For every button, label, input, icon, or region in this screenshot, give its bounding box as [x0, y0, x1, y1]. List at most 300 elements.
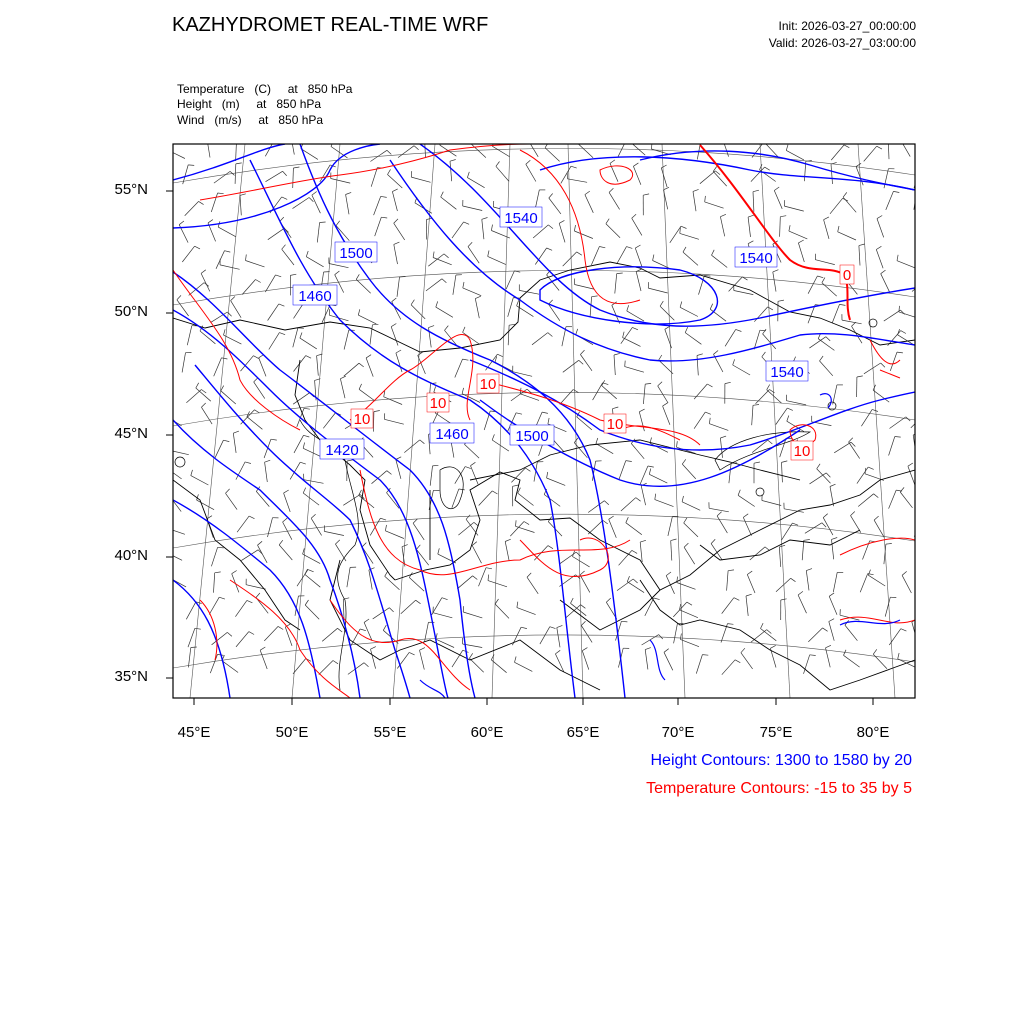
wind-barb — [220, 265, 240, 269]
wind-barb — [753, 192, 754, 212]
wind-barb — [580, 575, 590, 593]
wind-barb — [453, 275, 456, 295]
wind-barb-feather — [195, 628, 201, 629]
wind-barb — [709, 508, 729, 512]
wind-barb — [233, 433, 236, 453]
wind-barb-feather — [165, 462, 168, 467]
wind-barb-feather — [524, 522, 529, 525]
wind-barb-feather — [550, 627, 556, 629]
wind-barb-feather — [579, 360, 584, 364]
wind-barb-feather — [411, 300, 414, 305]
wind-barb — [752, 405, 753, 425]
wind-barb — [372, 471, 387, 484]
wind-barb-feather — [545, 143, 548, 148]
wind-barb — [411, 177, 430, 182]
wind-barb-feather — [817, 464, 820, 469]
wind-barb-feather — [571, 166, 577, 168]
wind-barb-feather — [643, 194, 649, 195]
wind-barb-feather — [468, 242, 472, 246]
wind-barb — [593, 383, 603, 400]
country-boundaries — [173, 262, 915, 690]
wind-barb — [680, 610, 698, 618]
wind-barb — [188, 648, 190, 668]
wind-barb — [293, 328, 298, 347]
wind-barb — [917, 541, 919, 561]
wind-barb-feather — [548, 546, 553, 549]
wind-barb-feather — [826, 337, 830, 341]
wind-barb — [492, 146, 509, 156]
wind-barb-feather — [832, 538, 838, 540]
wind-barb — [852, 326, 863, 343]
wind-barb — [207, 138, 210, 158]
wind-barb-feather — [283, 171, 287, 175]
wind-barb — [585, 195, 593, 213]
wind-barb — [210, 654, 217, 673]
svg-text:10: 10 — [606, 416, 624, 433]
wind-barb — [617, 579, 633, 591]
wind-barb — [317, 356, 319, 376]
wind-barb — [884, 310, 901, 321]
wind-barb — [833, 572, 837, 592]
wind-barb — [385, 576, 400, 590]
wind-barb — [588, 520, 603, 534]
wind-barb — [754, 307, 767, 322]
wind-barb-feather — [442, 598, 448, 600]
wind-barb — [868, 575, 885, 586]
wind-barb — [780, 217, 781, 237]
wind-barb-feather — [705, 412, 711, 414]
wind-barb — [914, 520, 925, 537]
wind-barb — [889, 437, 895, 456]
wind-barb — [640, 542, 642, 562]
temperature-label — [351, 409, 373, 428]
wind-barb-feather — [416, 600, 421, 604]
wind-barb-feather — [442, 279, 447, 283]
wind-barb-feather — [748, 215, 754, 217]
wind-barb — [469, 658, 483, 672]
wind-barb — [364, 622, 372, 640]
wind-barb-feather — [786, 145, 788, 151]
wind-barb — [398, 146, 414, 158]
wind-barb-feather — [606, 219, 609, 224]
wind-barb — [279, 545, 292, 560]
wind-barb-feather — [240, 194, 246, 196]
wind-barb-feather — [806, 569, 812, 571]
wind-barb-feather — [222, 358, 228, 359]
wind-barb-feather — [335, 271, 340, 275]
wind-barb-feather — [893, 191, 899, 192]
wind-barb-feather — [640, 540, 646, 542]
wind-barb — [235, 164, 236, 184]
wind-barb-feather — [513, 485, 519, 486]
wind-barb-feather — [874, 516, 879, 520]
wind-barb-feather — [710, 304, 713, 310]
wind-barb — [668, 516, 673, 536]
svg-text:1540: 1540 — [770, 364, 804, 381]
wind-barb-feather — [683, 247, 686, 252]
wind-barb-feather — [876, 246, 881, 249]
wind-barb-feather — [249, 516, 254, 519]
wind-barb — [411, 305, 425, 319]
wind-barb — [831, 145, 844, 160]
wind-barb-feather — [548, 418, 549, 424]
wind-barb — [843, 197, 856, 212]
wind-barb — [526, 164, 536, 181]
wind-barb-feather — [359, 363, 364, 367]
wind-barb — [401, 600, 416, 614]
wind-barb — [388, 175, 403, 189]
wind-barb — [268, 304, 279, 321]
wind-barb-feather — [768, 307, 773, 310]
wind-barb — [335, 544, 346, 561]
wind-barb-feather — [722, 135, 727, 138]
wind-barb-feather — [872, 409, 878, 411]
wind-barb — [343, 495, 360, 506]
wind-barb-feather — [308, 570, 314, 572]
wind-barb — [761, 629, 777, 641]
wind-barb-feather — [626, 461, 632, 462]
wind-barb — [392, 192, 397, 211]
field-temperature: Temperature (C) at 850 hPa — [177, 82, 353, 96]
wind-barb-feather — [547, 472, 548, 478]
wind-barb-feather — [707, 384, 712, 387]
wind-barb — [741, 653, 753, 669]
lon-label: 45°E — [177, 724, 211, 741]
wind-barb-feather — [633, 579, 637, 583]
wind-barb — [359, 389, 375, 401]
wind-barb-feather — [829, 593, 834, 596]
wind-barb — [860, 574, 868, 593]
wind-barb — [391, 327, 398, 346]
wind-barb-feather — [291, 133, 297, 135]
wind-barb-feather — [655, 494, 656, 500]
wind-barb-feather — [290, 274, 296, 275]
wind-barb — [859, 246, 860, 266]
wind-barb-feather — [881, 363, 885, 367]
wind-barb — [684, 523, 698, 537]
wind-barb — [645, 650, 648, 670]
wind-barb — [727, 571, 729, 591]
wind-barb-feather — [770, 390, 775, 393]
wind-barb-feather — [632, 550, 637, 553]
wind-barb-feather — [276, 275, 282, 277]
wind-barb-feather — [908, 463, 913, 466]
wind-barb — [303, 554, 321, 564]
wind-barb — [677, 583, 696, 590]
wind-barb — [201, 407, 212, 424]
svg-text:1540: 1540 — [504, 210, 538, 227]
wind-barb — [621, 498, 636, 511]
wind-barb — [346, 195, 349, 215]
wind-barb — [201, 273, 210, 291]
wind-barb-feather — [725, 382, 731, 383]
wind-barb-feather — [577, 252, 582, 255]
wind-barb-feather — [635, 245, 640, 248]
wind-barb — [236, 632, 249, 647]
wind-barb — [452, 222, 464, 238]
wind-barb — [784, 509, 804, 513]
height-label — [320, 439, 364, 459]
height-label — [430, 423, 474, 443]
wind-barb-feather — [774, 187, 779, 191]
wind-barb — [311, 518, 321, 535]
wind-barb-feather — [387, 471, 392, 475]
height-label — [766, 361, 808, 381]
wind-barb-feather — [400, 277, 406, 278]
wind-barb-feather — [557, 625, 563, 627]
wind-barb-feather — [787, 416, 789, 422]
wind-barb-feather — [925, 414, 930, 417]
wind-barb — [226, 493, 238, 509]
wind-barb-feather — [356, 274, 359, 279]
wind-barb — [420, 650, 425, 669]
wind-barb-feather — [201, 403, 205, 407]
wind-barb-feather — [282, 245, 286, 250]
wind-barb — [832, 304, 839, 323]
wind-barb — [639, 412, 644, 431]
height-label — [500, 207, 542, 227]
wind-barb-feather — [895, 437, 901, 438]
wind-barb — [588, 501, 604, 513]
wind-barb-feather — [521, 627, 527, 628]
wind-barb — [817, 469, 831, 484]
wind-barb-feather — [418, 352, 423, 355]
wind-barb-feather — [387, 150, 391, 154]
wind-barb — [266, 171, 283, 181]
wind-barb-feather — [320, 222, 326, 223]
wind-barb — [532, 333, 548, 345]
wind-barb-feather — [275, 139, 281, 141]
svg-text:1460: 1460 — [298, 288, 332, 305]
wind-barb-feather — [697, 354, 703, 356]
height-label — [510, 425, 554, 445]
svg-text:1500: 1500 — [515, 428, 549, 445]
wind-barb-feather — [823, 514, 828, 518]
wind-barb-feather — [278, 626, 283, 629]
wind-barb-feather — [767, 630, 772, 634]
wind-barb-feather — [580, 571, 585, 575]
wind-barb — [293, 198, 310, 209]
wind-barb — [720, 217, 724, 237]
wind-barb — [549, 198, 561, 214]
wind-barb-feather — [824, 217, 829, 220]
wind-barb-feather — [450, 160, 456, 162]
wind-barb — [802, 540, 804, 560]
wind-barb — [409, 578, 424, 592]
wind-barb-feather — [253, 356, 258, 359]
wind-barb — [602, 386, 617, 399]
wind-barb-feather — [768, 440, 773, 444]
wind-barb-feather — [627, 139, 633, 141]
wind-barb-feather — [617, 273, 623, 274]
wind-barb-feather — [685, 327, 688, 333]
wind-barb — [519, 290, 539, 294]
wind-barb-feather — [232, 571, 237, 574]
wind-barb — [831, 164, 833, 184]
wind-barb — [455, 359, 463, 377]
wind-barb — [710, 309, 726, 321]
legend-height-contours: Height Contours: 1300 to 1580 by 20 — [650, 752, 912, 769]
wind-barb — [743, 517, 751, 535]
wind-barb-feather — [199, 201, 204, 204]
wind-barb-feather — [627, 576, 629, 582]
height-label — [335, 242, 377, 262]
wind-barb — [845, 625, 858, 641]
wind-barb — [384, 397, 402, 405]
wind-barb — [224, 335, 242, 344]
wind-barb — [540, 627, 550, 644]
wind-barb — [214, 171, 230, 183]
wind-barb — [528, 140, 538, 157]
wind-barb — [508, 325, 509, 345]
wind-barb-feather — [425, 136, 431, 138]
wind-barb — [183, 165, 189, 184]
wind-barb-feather — [208, 220, 213, 223]
wind-barb — [396, 353, 402, 372]
wind-barb — [712, 255, 728, 267]
wind-barb — [700, 171, 715, 184]
wind-barb-feather — [394, 219, 398, 223]
wind-barb — [426, 279, 442, 291]
wind-barb — [436, 307, 453, 317]
wind-barb — [844, 655, 860, 667]
wind-barb-feather — [604, 501, 608, 505]
wind-barb-feather — [473, 576, 478, 580]
wind-barb-feather — [823, 628, 828, 631]
wind-barb — [625, 367, 644, 373]
wind-barb — [323, 413, 335, 429]
wind-barb — [876, 250, 883, 269]
wind-barb-feather — [256, 593, 260, 598]
wind-barb-feather — [188, 165, 194, 166]
wind-barb-feather — [516, 413, 522, 414]
wind-barb-feather — [702, 655, 708, 656]
wind-barb — [471, 466, 479, 485]
wind-barb — [284, 493, 291, 512]
wind-barb — [918, 385, 933, 399]
wind-barb — [798, 243, 804, 262]
wind-barb-feather — [704, 276, 710, 277]
wind-barb-feather — [364, 663, 368, 667]
wind-barb-feather — [748, 241, 753, 244]
wind-barb — [344, 363, 359, 376]
wind-barb-feather — [632, 214, 636, 218]
wind-barb-feather — [874, 494, 879, 498]
wind-barb — [291, 135, 295, 155]
wind-barb-feather — [492, 491, 497, 494]
wind-barb — [169, 450, 189, 454]
wind-barb-feather — [826, 473, 830, 477]
wind-barb — [265, 462, 268, 482]
wind-barb — [832, 539, 834, 559]
wind-barb — [285, 627, 292, 646]
wind-barb — [582, 651, 589, 670]
wind-barb — [873, 654, 887, 669]
wind-barb-feather — [372, 324, 378, 325]
wind-barb — [617, 247, 627, 264]
wind-barb-feather — [392, 298, 397, 302]
wind-barb — [911, 414, 925, 428]
wind-barb-feather — [385, 571, 388, 576]
wind-barb — [491, 660, 506, 673]
wind-barb-feather — [822, 523, 826, 527]
wind-barb-feather — [857, 376, 863, 377]
wind-barb-feather — [293, 167, 299, 168]
wind-barb — [722, 660, 735, 675]
wind-barb-feather — [547, 248, 553, 250]
wind-barb — [694, 412, 705, 429]
svg-text:10: 10 — [429, 395, 447, 412]
wind-barb — [636, 272, 641, 291]
wind-barb — [574, 231, 593, 239]
wind-barb — [237, 516, 249, 532]
wind-barb-feather — [495, 599, 498, 604]
wind-barb-feather — [798, 240, 803, 243]
wind-barb — [763, 334, 776, 349]
wind-barb-feather — [463, 327, 465, 333]
wind-barb-feather — [389, 608, 393, 612]
wind-barb-feather — [169, 572, 171, 578]
wind-barb — [282, 249, 294, 265]
wind-barb-feather — [465, 467, 471, 469]
wind-barb — [888, 139, 889, 159]
wind-barb-feather — [877, 146, 882, 149]
wind-barb — [682, 464, 696, 479]
wind-barb-feather — [792, 523, 798, 525]
wind-barb-feather — [413, 519, 417, 523]
wind-barb-feather — [283, 518, 288, 522]
wind-barb — [786, 150, 804, 160]
wind-barb-feather — [705, 196, 706, 202]
wind-barb — [581, 626, 592, 643]
wind-barb-feather — [429, 326, 435, 328]
wind-barb-feather — [347, 460, 353, 461]
wind-barb-feather — [681, 226, 687, 228]
wind-barb — [849, 442, 860, 459]
wind-barb-feather — [778, 300, 784, 301]
wind-barb — [808, 628, 822, 642]
wind-barb-feather — [654, 598, 660, 600]
wind-barb-feather — [527, 573, 531, 577]
wind-barb — [864, 146, 877, 161]
wind-barb-feather — [645, 383, 651, 384]
wind-barb-feather — [648, 466, 654, 467]
wind-barb — [340, 379, 345, 399]
wind-barb-feather — [826, 645, 831, 648]
wind-barb — [211, 312, 228, 323]
wind-barb-feather — [233, 431, 239, 433]
valid-time: Valid: 2026-03-27_03:00:00 — [768, 36, 916, 50]
wind-barb — [344, 330, 349, 349]
wind-barb — [433, 613, 452, 618]
wind-barb-feather — [366, 355, 371, 358]
wind-barb — [890, 352, 897, 371]
wind-barb — [834, 442, 851, 453]
wind-barb — [385, 531, 404, 539]
wind-barb-feather — [306, 251, 308, 257]
wind-barb — [218, 227, 236, 237]
wind-barb-feather — [897, 255, 898, 261]
wind-barb — [475, 299, 479, 319]
wind-barb — [331, 179, 351, 184]
wind-barb — [641, 486, 645, 506]
wind-barb — [186, 390, 201, 403]
wind-barb — [191, 476, 209, 485]
svg-text:1420: 1420 — [325, 442, 359, 459]
wind-barb — [842, 320, 862, 324]
wind-barb-feather — [791, 578, 796, 581]
wind-barb — [626, 523, 642, 535]
